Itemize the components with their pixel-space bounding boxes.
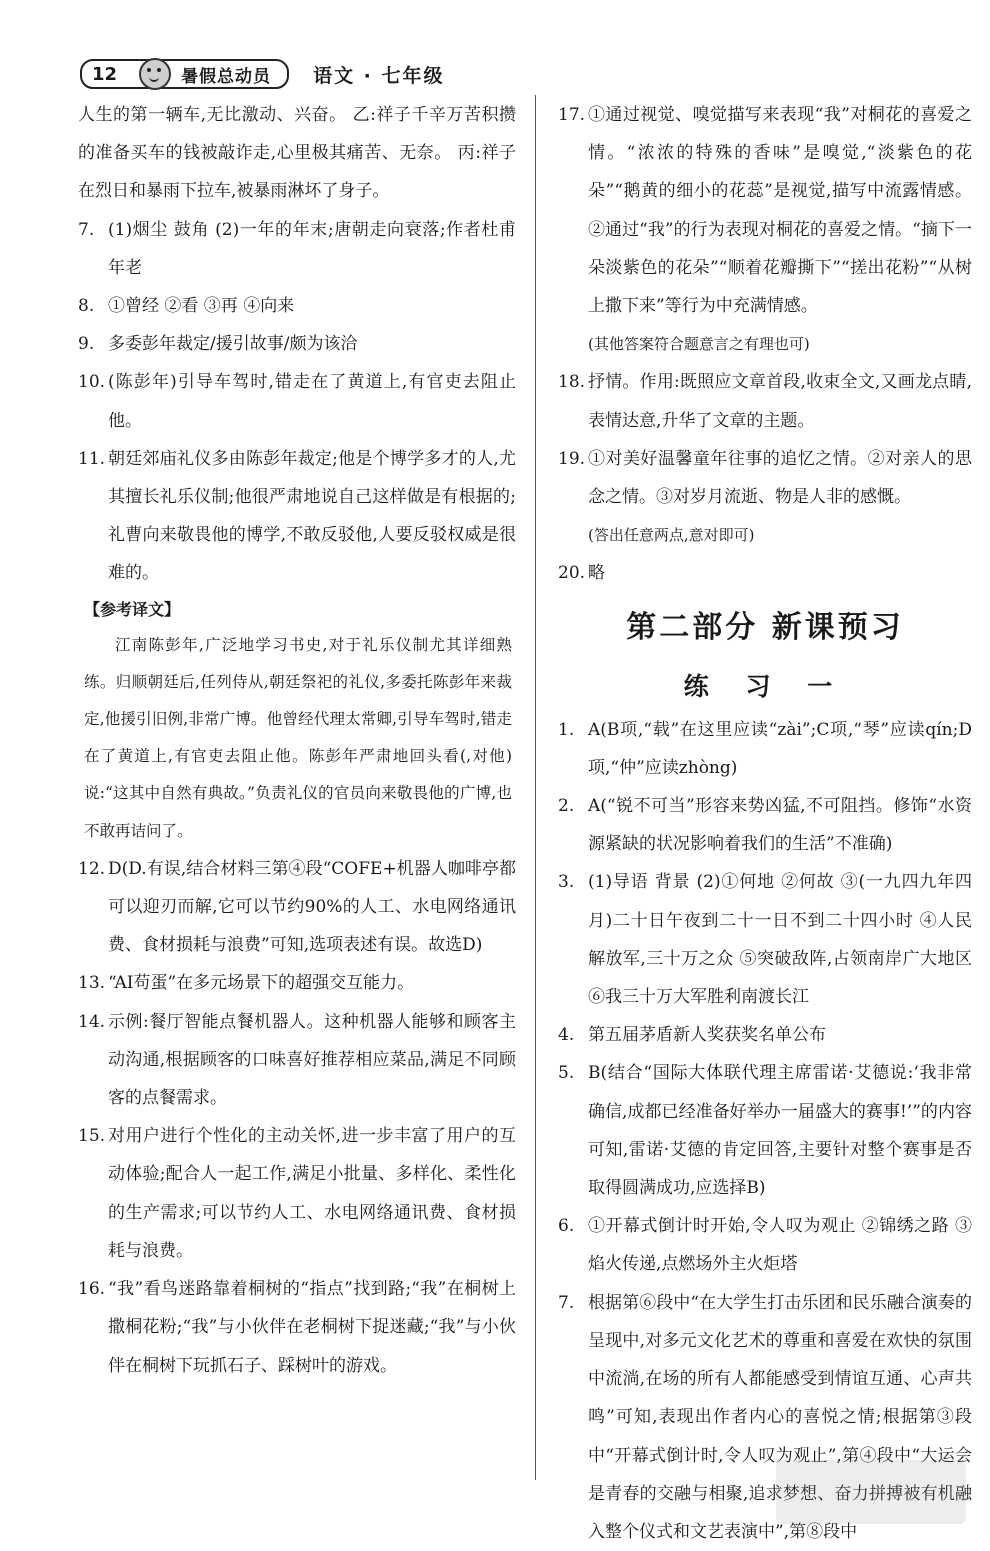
answer-text: B(结合“国际大体联代理主席雷诺·艾德说:‘我非常确信,成都已经准备好举办一届盛大的赛事!’”的内容可知,雷诺·艾德的肯定回答,主要针对整个赛事是否取得圆满成功,应选择B) [588,1063,972,1199]
answer-number: 20. [558,563,586,584]
answer-number: 1. [558,719,575,740]
answer-item [558,363,972,439]
answer-number: 17. [558,105,586,125]
answer-item [78,964,516,1002]
answer-item [78,1003,516,1118]
answer-number: 11. [78,448,106,469]
column-divider [535,95,536,1480]
answer-number: 3. [558,872,575,893]
answer-item-6-continued [78,96,516,211]
answer-number: 14. [78,1011,106,1032]
answer-text: 根据第⑥段中“在大学生打击乐团和民乐融合演奏的呈现中,对多元文化艺术的尊重和喜爱在欢快的氛围中流淌,在场的所有人都能感受到情谊互通、心声共鸣”可知,表现出作者内心的喜悦之情;根据第③段中“开幕式倒计时,令人叹为观止”,第④段中“大运会是青春的交融与相聚,追求梦想、奋力拼搏被有机融入整个仪式和文艺表演中”,第⑧段中 [588,1292,972,1542]
answer-number: 12. [78,858,106,879]
answer-item [558,711,972,787]
watermark-logo [776,1460,966,1524]
answer-item [78,287,516,325]
answer-item [78,850,516,965]
answer-item [78,325,516,363]
answer-text: ①通过视觉、嗅觉描写来表现“我”对桐花的喜爱之情。“浓浓的特殊的香味”是嗅觉,“淡紫色的花朵”“鹅黄的细小的花蕊”是视觉,描写中流露情感。②通过“我”的行为表现对桐花的喜爱之情。“摘下一朵淡紫色的花朵”“顺着花瓣撕下”“搓出花粉”“从树上撒下来”等行为中充满情感。 [588,105,972,317]
answer-text: 多委彭年裁定/援引故事/颇为该洽 [108,334,358,355]
answer-item [78,1117,516,1270]
answer-text: ①开幕式倒计时开始,令人叹为观止 ②锦绣之路 ③焰火传递,点燃场外主火炬塔 [588,1216,972,1275]
answer-text: 抒情。作用:既照应文章首段,收束全文,又画龙点睛,表情达意,升华了文章的主题。 [588,372,972,431]
reference-translation-title: 【参考译文】 [84,599,181,619]
answer-item [558,96,972,363]
answer-number: 6. [558,1216,575,1237]
answer-number: 19. [558,448,586,469]
header-badge [80,59,289,89]
exercise-heading: 练 习 一 [683,671,847,701]
page-number: 12 [92,63,118,85]
answer-number: 10. [78,372,106,393]
answer-number: 8. [78,296,95,317]
answer-text: (1)导语 背景 (2)①何地 ②何故 ③(一九四九年四月)二十日午夜到二十一日不到二十四小时 ④人民解放军,三十万之众 ⑤突破敌阵,占领南岸广大地区 ⑥我三十万大军胜利南渡长江 [588,872,972,1008]
answer-text: 示例:餐厅智能点餐机器人。这种机器人能够和顾客主动沟通,根据顾客的口味喜好推荐相应菜品,满足不同顾客的点餐需求。 [108,1011,516,1109]
answer-item [78,211,516,287]
answer-text: 第五届茅盾新人奖获奖名单公布 [588,1025,826,1046]
answer-number: 18. [558,372,586,393]
answer-note: (其他答案符合题意言之有理也可) [588,335,810,354]
answer-text: (陈彭年)引导车驾时,错走在了黄道上,有官吏去阻止他。 [108,372,516,431]
answer-item [78,440,516,593]
answer-text: A(B项,“载”在这里应读“zài”;C项,“琴”应读qín;D项,“仲”应读zhòng) [588,719,972,778]
answer-text: ①对美好温馨童年往事的追忆之情。②对亲人的思念之情。③对岁月流逝、物是人非的感慨。 [588,448,972,508]
answer-item [558,787,972,863]
answer-number: 4. [558,1025,575,1046]
answer-item [78,363,516,439]
answer-text: 对用户进行个性化的主动关怀,进一步丰富了用户的互动体验;配合人一起工作,满足小批量、多样化、柔性化的生产需求;可以节约人工、水电网络通讯费、食材损耗与浪费。 [108,1126,516,1261]
answer-item [558,440,972,555]
subject-title: 语文 · 七年级 [313,64,445,87]
answer-text: 略 [588,563,605,584]
reference-translation-text: 江南陈彭年,广泛地学习书史,对于礼乐仪制尤其详细熟练。归顺朝廷后,任列侍从,朝廷祭祀的礼仪,多委托陈彭年来裁定,他援引旧例,非常广博。他曾经代理太常卿,引导车驾时,错走在了黄道上,有官吏去阻止他。陈彭年严肃地回头看(,对他)说:“这其中自然有典故。”负责礼仪的官员向来敬畏他的广博,也不敢再诘问了。 [84,635,512,840]
answer-number: 9. [78,334,95,355]
answer-text: “我”看鸟迷路靠着桐树的“指点”找到路;“我”在桐树上撒桐花粉;“我”与小伙伴在老桐树下捉迷藏;“我”与小伙伴在桐树下玩抓石子、踩树叶的游戏。 [108,1279,516,1376]
answer-text: 朝廷郊庙礼仪多由陈彭年裁定;他是个博学多才的人,尤其擅长礼乐仪制;他很严肃地说自己这样做是有根据的;礼曹向来敬畏他的博学,不敢反驳他,人要反驳权威是很难的。 [108,448,516,584]
answer-text: (1)烟尘 鼓角 (2)一年的年末;唐朝走向衰落;作者杜甫年老 [108,219,516,278]
answer-number: 7. [558,1292,575,1313]
answer-text: “AI苟蛋”在多元场景下的超强交互能力。 [108,973,415,994]
answer-item [558,1207,972,1283]
series-title: 暑假总动员 [181,66,272,87]
answer-note: (答出任意两点,意对即可) [588,526,755,545]
mascot-icon [139,58,171,90]
answer-number: 2. [558,796,575,817]
answer-number: 7. [78,219,95,240]
answer-item [558,1016,972,1054]
answer-number: 15. [78,1126,106,1147]
answer-item [78,1270,516,1385]
answer-text: D(D.有误,结合材料三第④段“COFE+机器人咖啡亭都可以迎刃而解,它可以节约90%的人工、水电网络通讯费、食材损耗与浪费”可知,选项表述有误。故选D) [108,858,516,956]
answer-number: 13. [78,973,106,994]
answer-item [558,554,972,592]
part-heading: 第二部分 新课预习 [626,609,904,645]
right-column [558,96,972,1551]
answer-text: A(“锐不可当”形容来势凶猛,不可阻挡。修饰“水资源紧缺的状况影响着我们的生活”不准确) [588,796,972,855]
answer-item [558,1054,972,1207]
answer-number: 16. [78,1279,106,1300]
answer-text: ①曾经 ②看 ③再 ④向来 [108,296,295,317]
answer-item [558,863,972,1016]
left-column [78,96,516,1385]
page-header [80,58,540,90]
answer-text: 人生的第一辆车,无比激动、兴奋。 乙:祥子千辛万苦积攒的准备买车的钱被敲诈走,心里极其痛苦、无奈。 丙:祥子在烈日和暴雨下拉车,被暴雨淋坏了身子。 [78,105,516,202]
answer-number: 5. [558,1063,575,1084]
